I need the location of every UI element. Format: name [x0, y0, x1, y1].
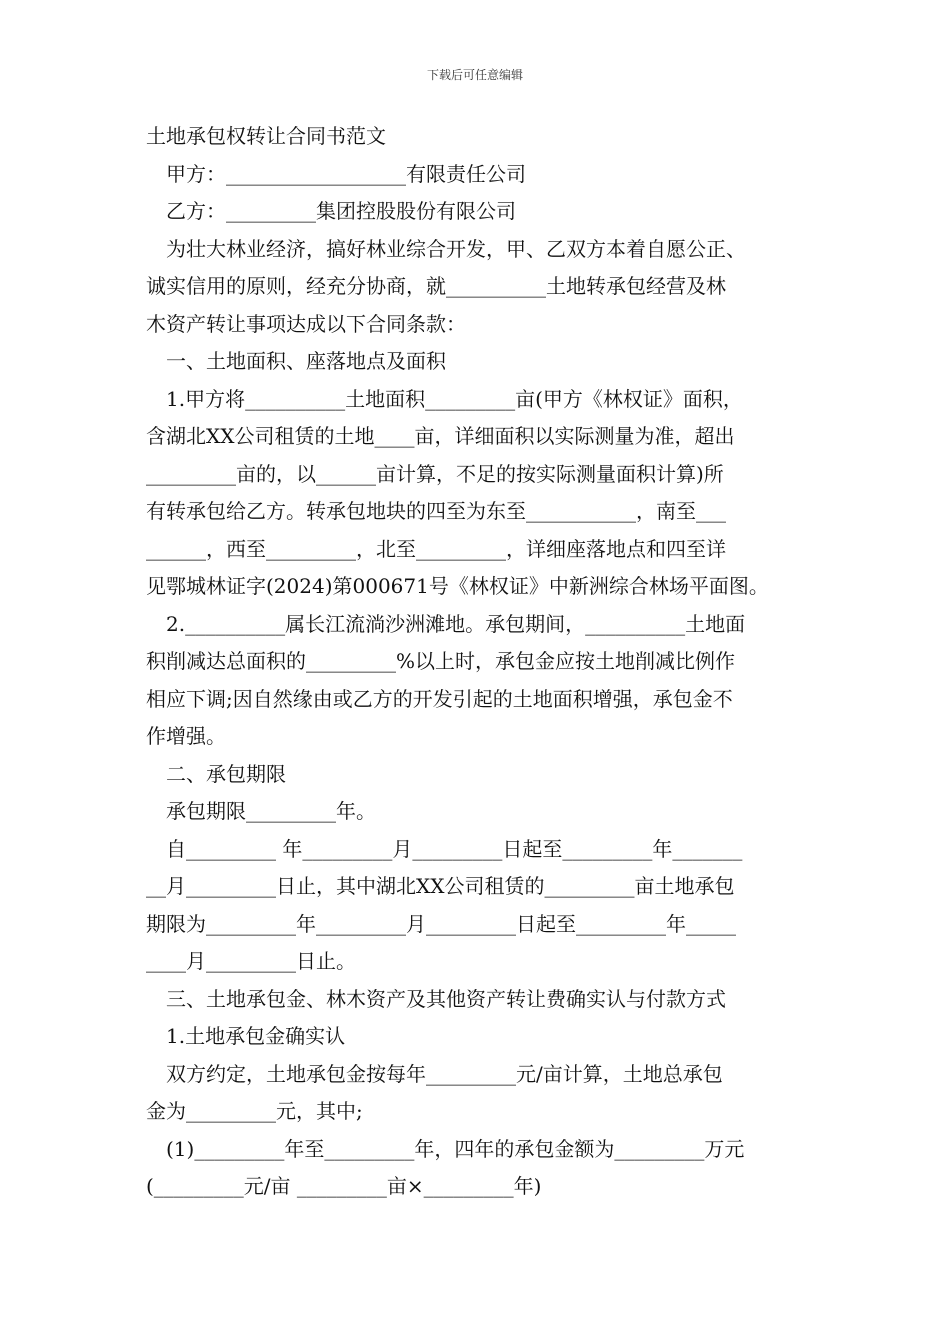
- text-line: 积削减达总面积的_________%以上时，承包金应按土地削减比例作: [146, 649, 736, 673]
- document-title: 土地承包权转让合同书范文: [146, 124, 386, 148]
- text-line: 三、土地承包金、林木资产及其他资产转让费确实认与付款方式: [166, 986, 726, 1011]
- text-line: 木资产转让事项达成以下合同条款：: [146, 311, 466, 336]
- text-line: ______，西至_________，北至_________，详细座落地点和四至详: [146, 536, 726, 561]
- text-line: 有转承包给乙方。转承包地块的四至为东至___________，南至___: [146, 499, 726, 523]
- text-line: 自_________ 年_________月_________日起至_________年_______: [166, 836, 743, 861]
- text-line: ____月_________日止。: [146, 949, 356, 973]
- text-line: 期限为_________年_________月_________日起至_________年_____: [146, 911, 736, 936]
- document-lines: [146, 156, 808, 1206]
- text-line: 1.甲方将__________土地面积_________亩(甲方《林权证》面积，: [166, 386, 743, 411]
- text-line: (1)_________年至_________年，四年的承包金额为_________万元: [166, 1136, 745, 1161]
- text-line: 1.土地承包金确实认: [166, 1024, 346, 1048]
- text-line: 含湖北XX公司租赁的土地____亩，详细面积以实际测量为准，超出: [146, 424, 735, 448]
- text-line: __月_________日止，其中湖北XX公司租赁的_________亩土地承包: [146, 874, 735, 898]
- text-line: 金为_________元，其中;: [146, 1099, 363, 1123]
- text-line: 作增强。: [146, 724, 226, 748]
- text-line: 相应下调;因自然缘由或乙方的开发引起的土地面积增强，承包金不: [146, 686, 733, 711]
- text-line: 甲方：__________________有限责任公司: [166, 161, 526, 186]
- page-header: 下载后可任意编辑: [426, 68, 523, 82]
- document-body: [146, 118, 808, 1206]
- text-line: 2.__________属长江流淌沙洲滩地。承包期间，__________土地面: [166, 611, 746, 636]
- text-line: 为壮大林业经济，搞好林业综合开发，甲、乙双方本着自愿公正、: [166, 236, 746, 261]
- text-line: (_________元/亩 _________亩×_________年): [146, 1174, 542, 1198]
- text-line: 诚实信用的原则，经充分协商，就__________土地转承包经营及林: [146, 274, 726, 298]
- text-line: 双方约定，土地承包金按每年_________元/亩计算，土地总承包: [166, 1061, 723, 1086]
- text-line: _________亩的，以______亩计算，不足的按实际测量面积计算)所: [146, 461, 724, 486]
- text-line: 一、土地面积、座落地点及面积: [166, 349, 446, 373]
- text-line: 见鄂城林证字(2024)第000671号《林权证》中新洲综合林场平面图。: [146, 574, 769, 598]
- text-line: 乙方：_________集团控股股份有限公司: [166, 199, 516, 223]
- text-line: 二、承包期限: [166, 761, 286, 786]
- text-line: 承包期限_________年。: [166, 799, 376, 823]
